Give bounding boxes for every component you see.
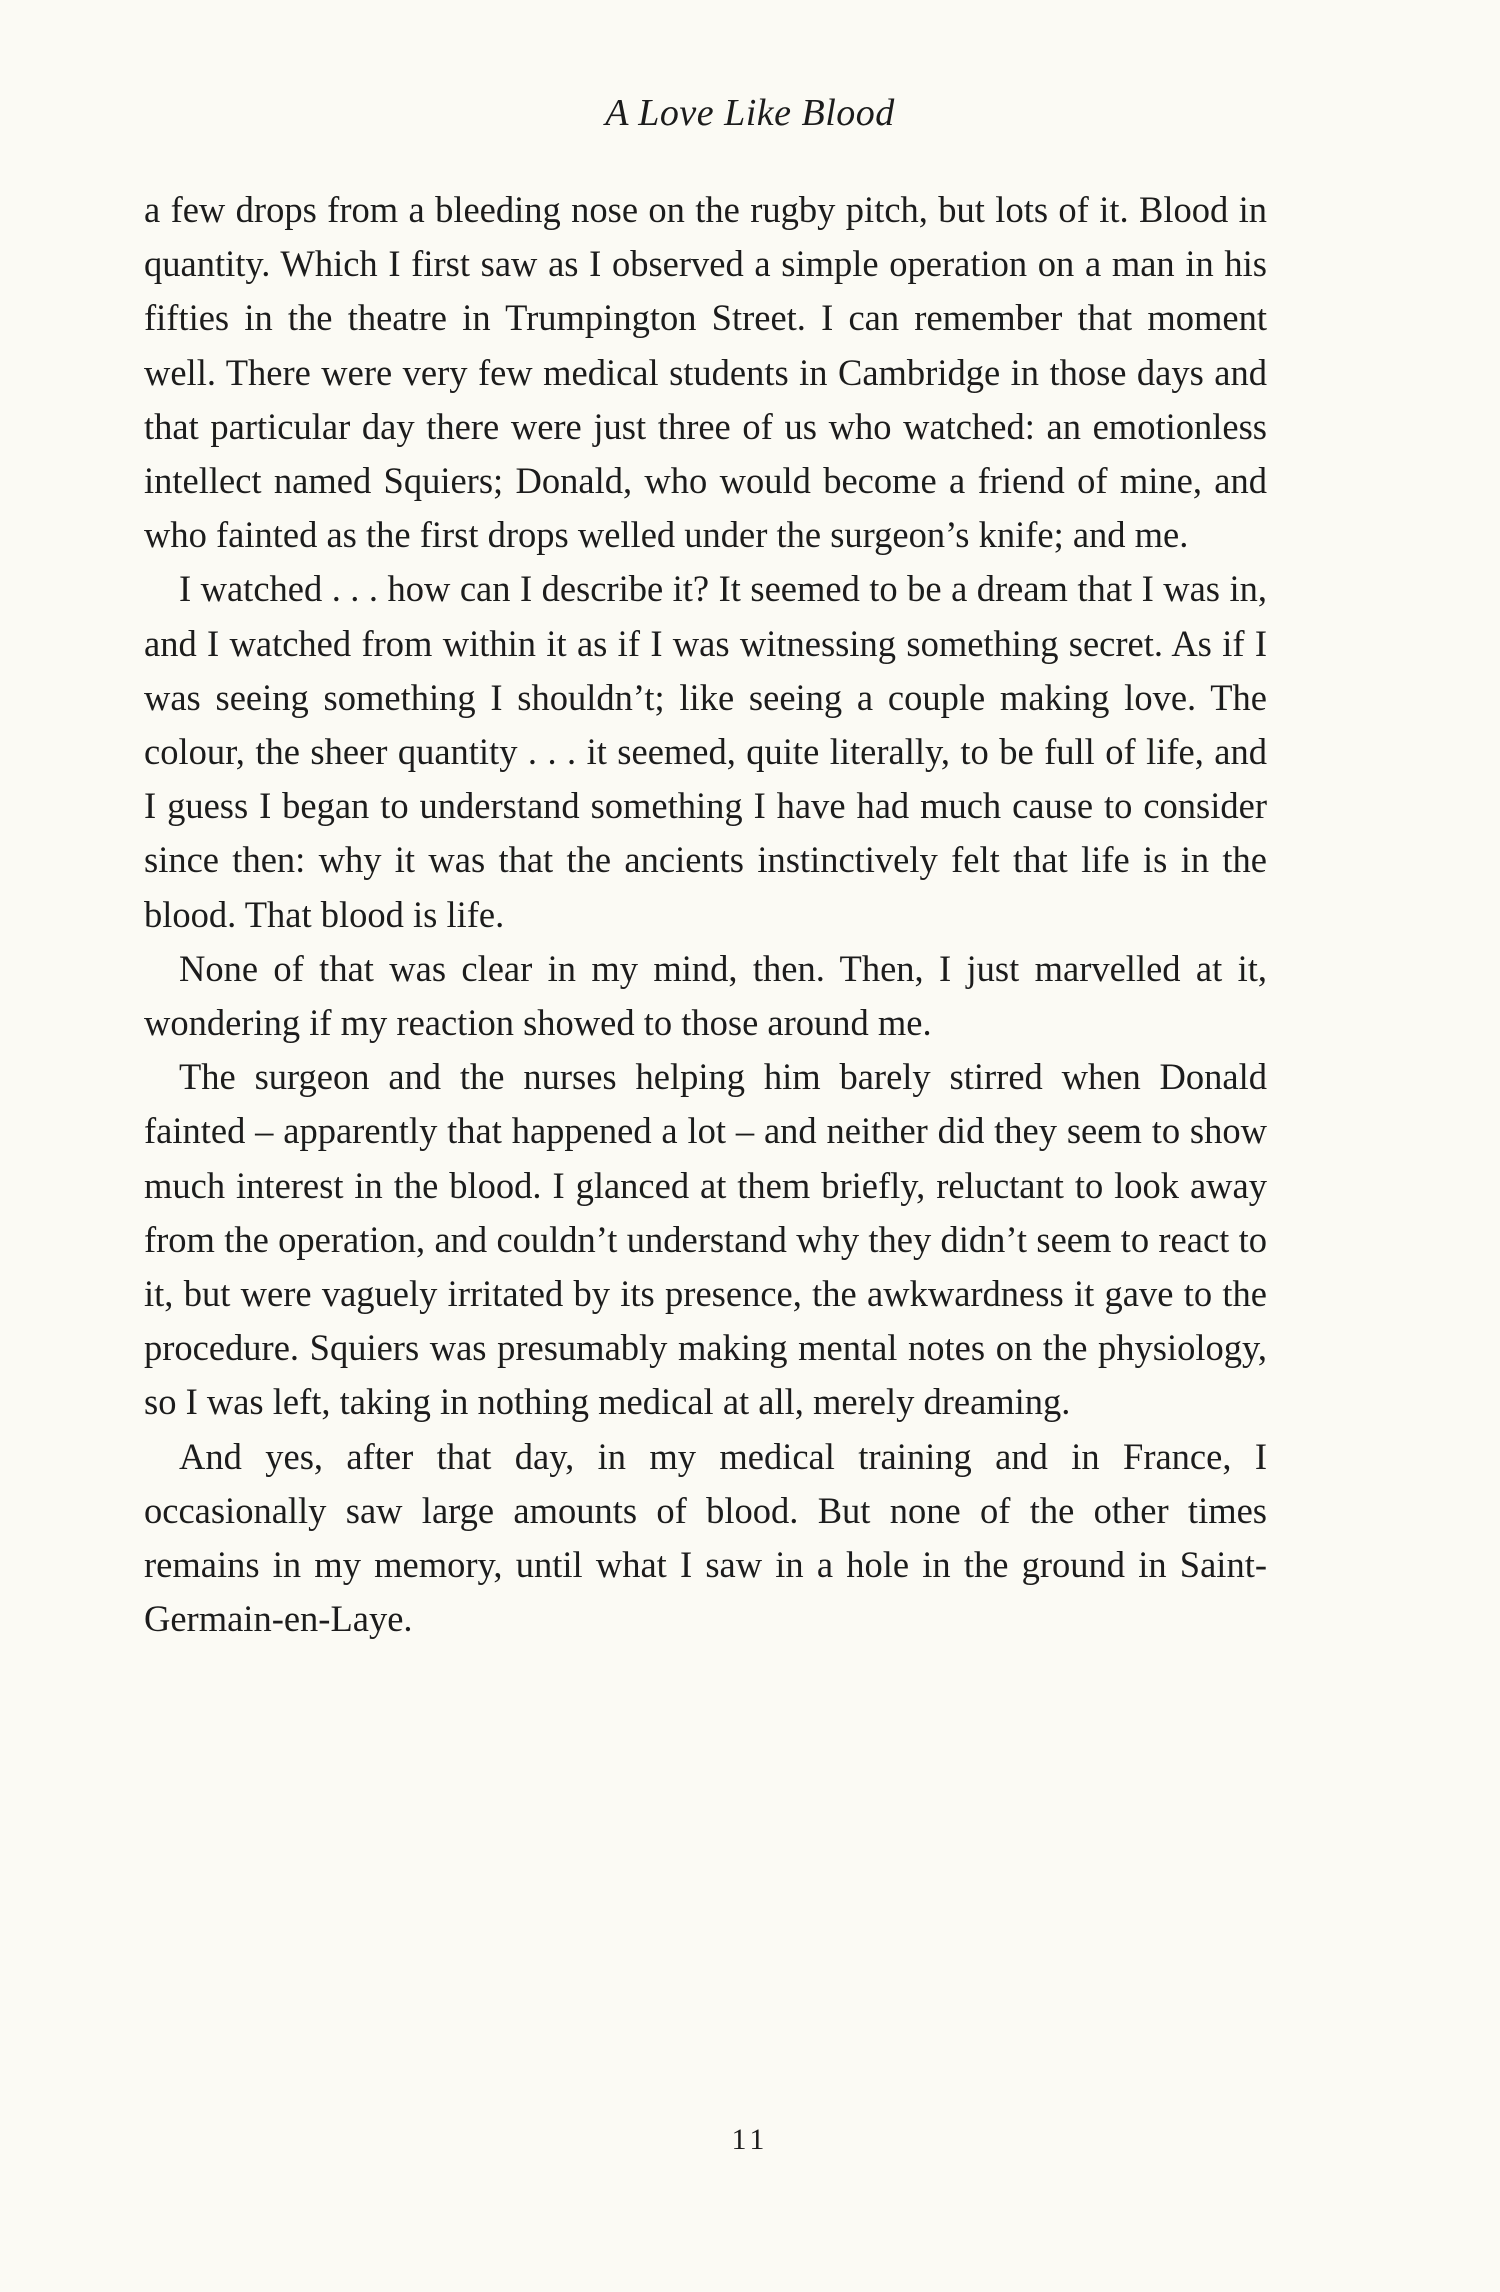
- body-text: [144, 183, 1267, 1646]
- running-head: A Love Like Blood: [605, 92, 895, 134]
- paragraph: The surgeon and the nurses helping him barely stirred when Donald fainted – apparently that happened a lot – and neither did they seem to show much interest in the blood. I glanced at them briefly, reluctant to look away from the operation, and couldn’t understand why they didn’t seem to react to it, but were vaguely irritated by its presence, the awkwardness it gave to the procedure. Squiers was presumably making mental notes on the physiology, so I was left, taking in nothing medical at all, merely dreaming.: [144, 1056, 1267, 1423]
- paragraph: I watched . . . how can I describe it? It seemed to be a dream that I was in, and I watched from within it as if I was witnessing something secret. As if I was seeing something I shouldn’t; like seeing a couple making love. The colour, the sheer quantity . . . it seemed, quite literally, to be full of life, and I guess I began to understand something I have had much cause to consider since then: why it was that the ancients instinctively felt that life is in the blood. That blood is life.: [144, 568, 1267, 935]
- paragraph-continued: a few drops from a bleeding nose on the rugby pitch, but lots of it. Blood in quantity. Which I first saw as I observed a simple operation on a man in his fifties in the theatre in Trumpington Street. I can remember that moment well. There were very few medical students in Cambridge in those days and that particular day there were just three of us who watched: an emotionless intellect named Squiers; Donald, who would become a friend of mine, and who fainted as the first drops welled under the surgeon’s knife; and me.: [144, 189, 1267, 556]
- page-number: 11: [731, 2123, 769, 2156]
- paragraph: And yes, after that day, in my medical training and in France, I occasionally saw large amounts of blood. But none of the other times remains in my memory, until what I saw in a hole in the ground in Saint-Germain-en-Laye.: [144, 1435, 1267, 1640]
- paragraph: None of that was clear in my mind, then. Then, I just marvelled at it, wondering if my reaction showed to those around me.: [144, 947, 1267, 1044]
